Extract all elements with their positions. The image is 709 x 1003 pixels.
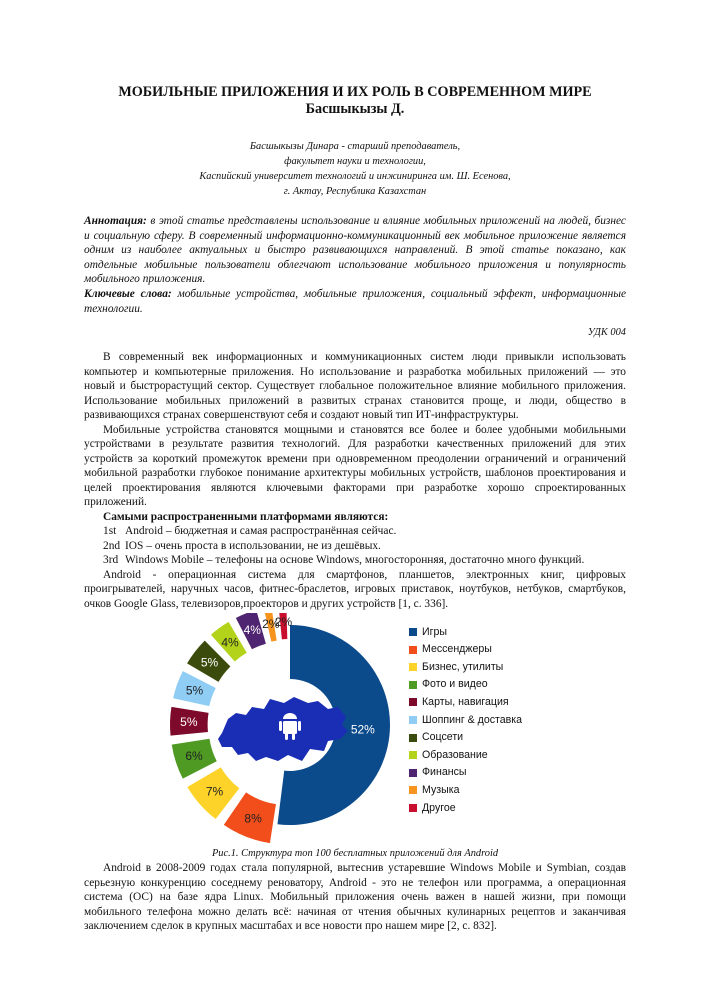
document-page: [84, 84, 626, 934]
legend-label: Фото и видео: [422, 678, 488, 691]
segment-label: 4%: [221, 635, 239, 650]
platform-list-item: [84, 539, 626, 554]
chart-legend: [409, 623, 522, 817]
body-paragraph: Android - операционная система для смартфонов, планшетов, электронных книг, цифровых проигрывателей, наручных часов, фитнес-браслетов, игровых приставок, ноутбуков, нетбуков, смартбуков, очков Google Glass, телевизоров,проекторов и других устройств [1, с. 336].: [84, 568, 626, 610]
abstract-block: [84, 214, 626, 316]
legend-item: [409, 746, 522, 764]
body-text: [84, 350, 626, 934]
legend-swatch-icon: [409, 804, 417, 812]
affiliation-line: факультет науки и технологии,: [284, 156, 426, 167]
legend-label: Шоппинг & доставка: [422, 713, 523, 726]
list-text: Android – бюджетная и самая распространённая сейчас.: [125, 525, 397, 538]
platform-list-item: [84, 524, 626, 539]
legend-label: Соцсети: [422, 731, 464, 744]
legend-label: Мессенджеры: [422, 643, 492, 656]
legend-swatch-icon: [409, 698, 417, 706]
segment-label: 4%: [243, 622, 261, 637]
legend-label: Финансы: [422, 766, 467, 779]
legend-label: Карты, навигация: [422, 696, 509, 709]
legend-item: [409, 764, 522, 782]
abstract-label: Аннотация:: [84, 215, 147, 227]
keywords-label: Ключевые слова:: [84, 287, 172, 300]
abstract-text: в этой статье представлены использование и влияние мобильных приложений на людей, бизнес и социальную сферу. В современный информационно-коммуникационный век мобильное приложение является одним из наиболее актуальных и быстро развивающихся направлений. В этой статье показано, как отдельные мобильные пользователи облегчают использование мобильного приложения и популярность мобильного приложения.: [84, 215, 626, 286]
legend-item: [409, 676, 522, 694]
list-text: IOS – очень проста в использовании, не из дешёвых.: [125, 539, 381, 552]
platform-list-item: [84, 553, 626, 568]
legend-item: [409, 782, 522, 800]
legend-swatch-icon: [409, 751, 417, 759]
donut-chart: [142, 613, 412, 845]
segment-label: 2%: [274, 615, 293, 630]
legend-item: [409, 658, 522, 676]
legend-swatch-icon: [409, 663, 417, 671]
legend-item: [409, 623, 522, 641]
legend-item: [409, 641, 522, 659]
keywords-text: мобильные устройства, мобильные приложения, социальный эффект, информационные технологии.: [84, 287, 627, 315]
paper-author: Басшыкызы Д.: [305, 101, 405, 117]
paper-title: МОБИЛЬНЫЕ ПРИЛОЖЕНИЯ И ИХ РОЛЬ В СОВРЕМЕННОМ МИРЕ: [118, 84, 592, 100]
legend-label: Музыка: [422, 784, 460, 797]
legend-swatch-icon: [409, 769, 417, 777]
list-text: Windows Mobile – телефоны на основе Windows, многосторонняя, достаточно много функций.: [125, 554, 585, 567]
legend-item: [409, 729, 522, 747]
affiliation-block: [84, 139, 626, 199]
figure-chart: [84, 613, 626, 845]
legend-swatch-icon: [409, 628, 417, 636]
legend-item: [409, 694, 522, 712]
segment-label: 5%: [180, 714, 198, 729]
body-paragraph: Мобильные устройства становятся мощными и становятся все более и более удобными мобильными устройствами в результате развития технологий. Для разработки качественных приложений для этих устройств за короткий промежуток времени при одновременном преодолении ограничений и ограничений мобильной разработки глубокое понимание архитектуры мобильных устройств, шаблонов проектирования и целей проектирования являются ключевыми факторами при разработке хорошо спроектированных приложений.: [84, 423, 626, 509]
legend-label: Игры: [422, 625, 447, 638]
affiliation-line: г. Актау, Республика Казахстан: [283, 186, 427, 197]
segment-label: 5%: [200, 655, 219, 670]
segment-label: 2%: [262, 617, 280, 632]
body-paragraph: В современный век информационных и коммуникационных систем люди привыкли использовать компьютер и компьютерные приложения. Но использование и разработка мобильных приложений — это новый и быстрорастущий сектор. Существует глобальное положительное влияние мобильного приложения. Использование мобильных приложений в развитых странах становится проще, и люди, общество в развивающихся странах совершенствуют себя и создают новый тип ИТ-инфраструктуры.: [84, 351, 626, 422]
legend-swatch-icon: [409, 681, 417, 689]
list-number: 3rd: [103, 554, 119, 567]
legend-swatch-icon: [409, 734, 417, 742]
platforms-list-heading: Самыми распространенными платформами являются:: [103, 510, 389, 523]
segment-label: 6%: [185, 749, 203, 764]
legend-swatch-icon: [409, 716, 417, 724]
affiliation-line: Басшыкызы Динара - старший преподаватель,: [249, 141, 461, 152]
list-number: 1st: [103, 525, 117, 538]
segment-label: 5%: [185, 683, 204, 698]
body-paragraph: Android в 2008-2009 годах стала популярной, вытеснив устаревшие Windows Mobile и Symbian, создав серьезную конкуренцию соседнему реноватору, Android - это не телефон или программа, а операционная система (ОС) на базе ядра Linux. Мобильный приложения очень важен в нашей жизни, при помощи мобильного телефона можно делать всё: начиная от чтения обычных кулинарных рецептов и заканчивая заключением сделок в крупных масштабах и все новости про нашем мире [2, с. 832].: [84, 862, 626, 933]
legend-item: [409, 711, 522, 729]
segment-label: 52%: [350, 722, 375, 737]
legend-item: [409, 799, 522, 817]
segment-label: 7%: [205, 784, 224, 799]
legend-swatch-icon: [409, 786, 417, 794]
segment-label: 8%: [244, 811, 262, 826]
figure-caption: Рис.1. Структура топ 100 бесплатных приложений для Android: [211, 848, 499, 860]
udk-code: УДК 004: [587, 327, 626, 339]
legend-label: Другое: [422, 801, 456, 814]
list-number: 2nd: [103, 539, 121, 552]
affiliation-line: Каспийский университет технологий и инжиниринга им. Ш. Есенова,: [199, 171, 511, 182]
abstract-paragraph: [84, 214, 626, 287]
legend-label: Бизнес, утилиты: [422, 660, 504, 673]
legend-label: Образование: [422, 748, 488, 761]
keywords-paragraph: [84, 287, 626, 316]
legend-swatch-icon: [409, 646, 417, 654]
